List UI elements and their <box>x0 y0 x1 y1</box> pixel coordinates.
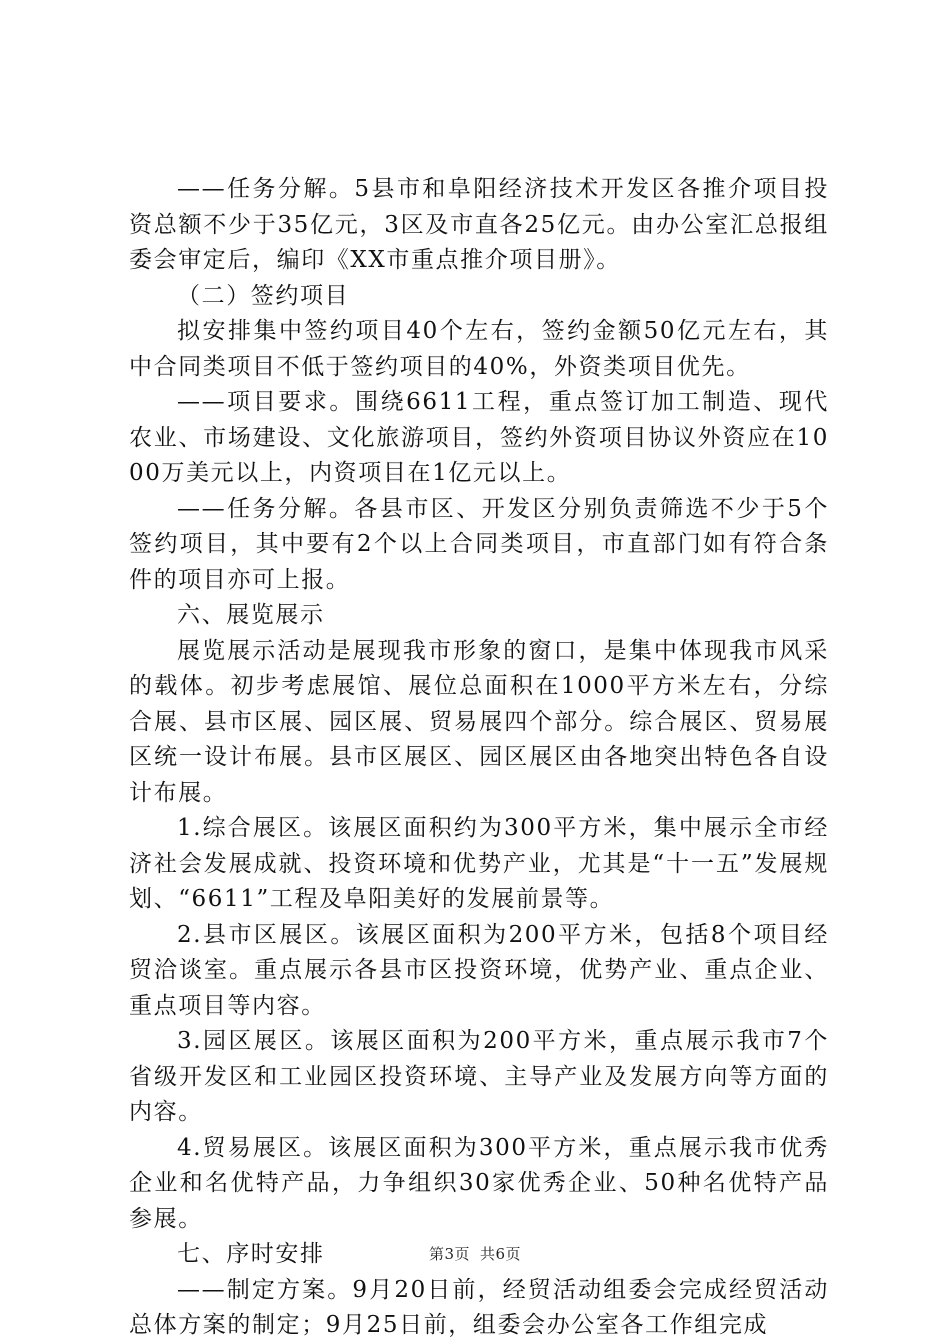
section-heading-exhibition: 六、展览展示 <box>177 602 325 628</box>
page-number: 第3页 <box>428 1245 470 1263</box>
paragraph-project-requirements: ——项目要求。围绕6611工程，重点签订加工制造、现代农业、市场建设、文化旅游项目，签约外资项目协议外资应在1000万美元以上，内资项目在1亿元以上。 <box>129 389 829 486</box>
paragraph-signing-plan: 拟安排集中签约项目40个左右，签约金额50亿元左右，其中合同类项目不低于签约项目的40%，外资类项目优先。 <box>129 318 829 380</box>
paragraph-county-zone: 2.县市区展区。该展区面积为200平方米，包括8个项目经贸洽谈室。重点展示各县市区投资环境，优势产业、重点企业、重点项目等内容。 <box>129 921 829 1019</box>
paragraph-park-zone: 3.园区展区。该展区面积为200平方米，重点展示我市7个省级开发区和工业园区投资环境、主导产业及发展方向等方面的内容。 <box>129 1028 829 1125</box>
paragraph-comprehensive-zone: 1.综合展区。该展区面积约为300平方米，集中展示全市经济社会发展成就、投资环境和优势产业，尤其是“十一五”发展规划、“6611”工程及阜阳美好的发展前景等。 <box>129 815 829 912</box>
section-heading-signed-projects: （二）签约项目 <box>177 282 350 309</box>
paragraph-task-breakdown-1: ——任务分解。5县市和阜阳经济技术开发区各推介项目投资总额不少于35亿元，3区及市直各25亿元。由办公室汇总报组委会审定后，编印《XX市重点推介项目册》。 <box>129 176 829 273</box>
section-heading-schedule: 七、序时安排 <box>177 1241 325 1267</box>
page-total: 共6页 <box>480 1245 522 1263</box>
paragraph-plan-formulation: ——制定方案。9月20日前，经贸活动组委会完成经贸活动总体方案的制定；9月25日前，组委会办公室各工作组完成 <box>129 1276 829 1338</box>
paragraph-task-breakdown-2: ——任务分解。各县市区、开发区分别负责筛选不少于5个签约项目，其中要有2个以上合同类项目，市直部门如有符合条件的项目亦可上报。 <box>129 495 829 593</box>
paragraph-exhibition-overview: 展览展示活动是展现我市形象的窗口，是集中体现我市风采的载体。初步考虑展馆、展位总面积在1000平方米左右，分综合展、县市区展、园区展、贸易展四个部分。综合展区、贸易展区统一设计布展。县市区展区、园区展区由各地突出特色各自设计布展。 <box>129 637 829 806</box>
page-footer <box>0 1243 950 1264</box>
paragraph-trade-zone: 4.贸易展区。该展区面积为300平方米，重点展示我市优秀企业和名优特产品，力争组织30家优秀企业、50种名优特产品参展。 <box>129 1134 829 1232</box>
document-body <box>129 172 829 1344</box>
